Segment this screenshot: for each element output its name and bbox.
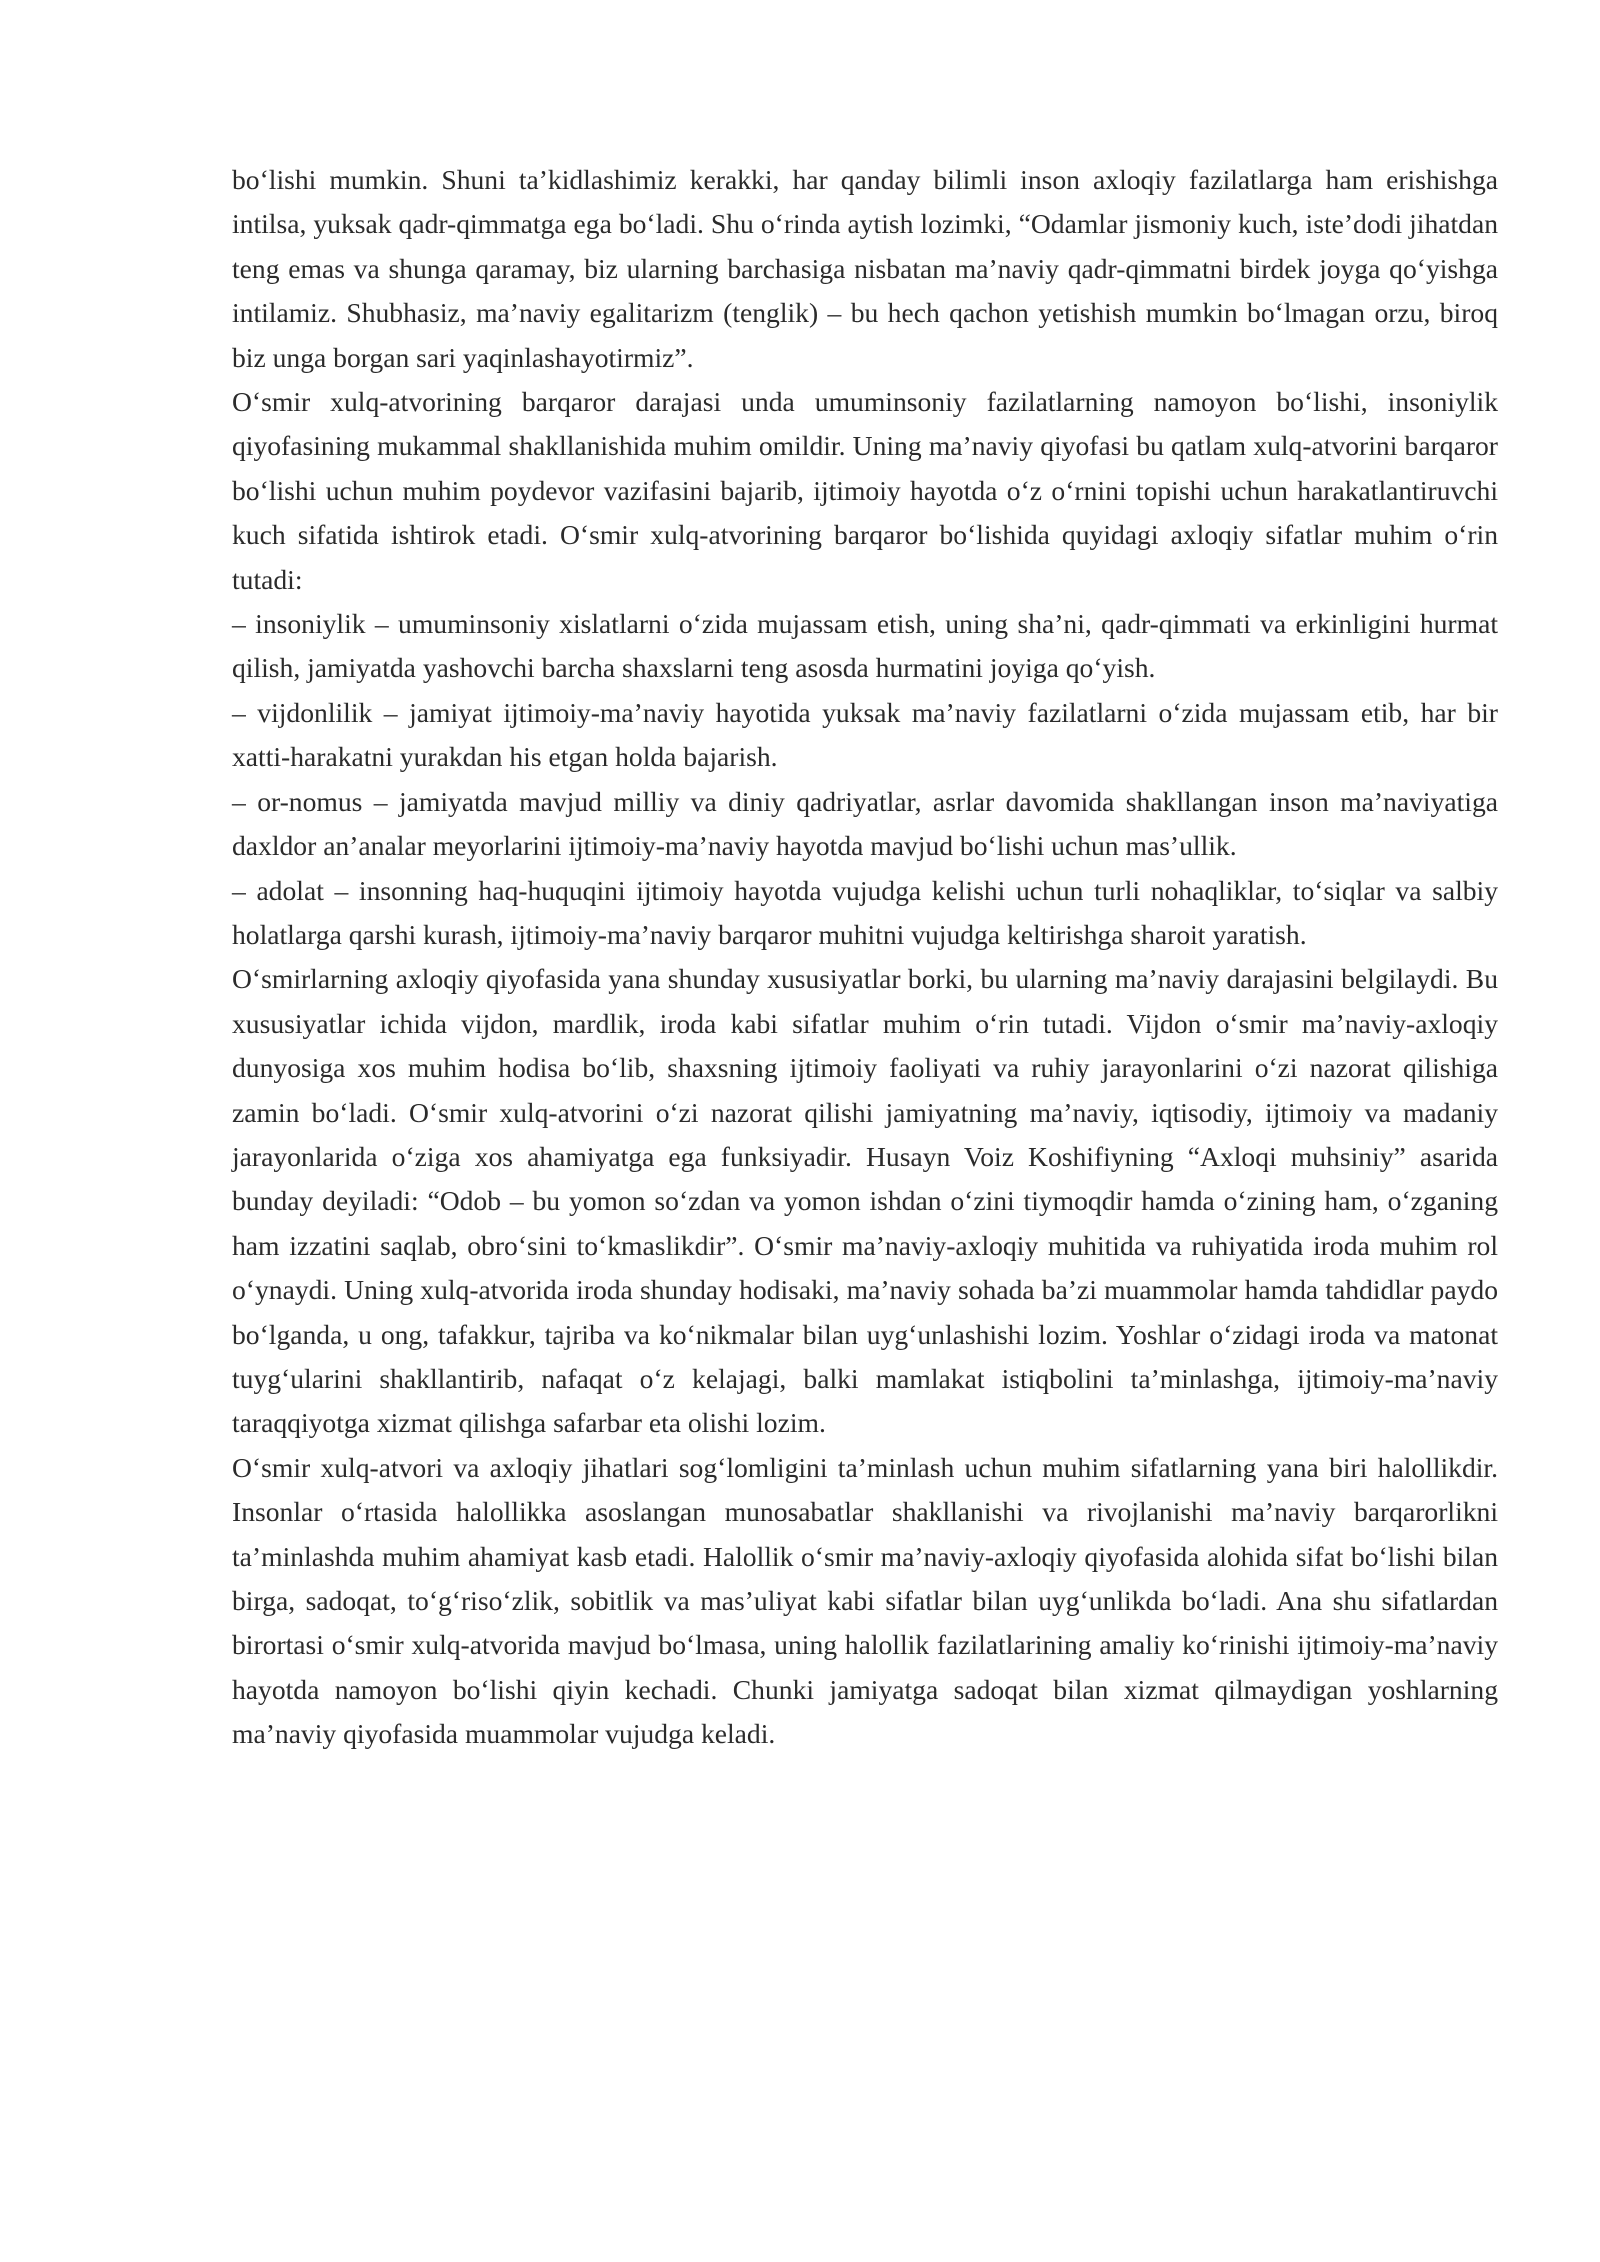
paragraph-moral-qualities: O‘smirlarning axloqiy qiyofasida yana shunday xususiyatlar borki, bu ularning ma’naviy darajasini belgilaydi. Bu xususiyatlar ichida vijdon, mardlik, iroda kabi sifatlar muhim o‘rin tutadi. Vijdon o‘smir ma’naviy-axloqiy dunyosiga xos muhim hodisa bo‘lib, shaxsning ijtimoiy faoliyati va ruhiy jarayonlarini o‘zi nazorat qilishiga zamin bo‘ladi. O‘smir xulq-atvorini o‘zi nazorat qilishi jamiyatning ma’naviy, iqtisodiy, ijtimoiy va madaniy jarayonlarida o‘ziga xos ahamiyatga ega funksiyadir. Husayn Voiz Koshifiyning “Axloqi muhsiniy” asarida bunday deyiladi: “Odob – bu yomon so‘zdan va yomon ishdan o‘zini tiymoqdir hamda o‘zining ham, o‘zganing ham izzatini saqlab, obro‘sini to‘kmaslikdir”. O‘smir ma’naviy-axloqiy muhitida va ruhiyatida iroda muhim rol o‘ynaydi. Uning xulq-atvorida iroda shunday hodisaki, ma’naviy sohada ba’zi muammolar hamda tahdidlar paydo bo‘lganda, u ong, tafakkur, tajriba va ko‘nikmalar bilan uyg‘unlashishi lozim. Yoshlar o‘zidagi iroda va matonat tuyg‘ularini shakllantirib, nafaqat o‘z kelajagi, balki mamlakat istiqbolini ta’minlashga, ijtimoiy-ma’naviy taraqqiyotga xizmat qilishga safarbar eta olishi lozim.	[232, 963, 1498, 1439]
document-body	[232, 158, 1498, 1757]
list-item-humanity: – insoniylik – umuminsoniy xislatlarni o‘zida mujassam etish, uning sha’ni, qadr-qimmati va erkinligini hurmat qilish, jamiyatda yashovchi barcha shaxslarni teng asosda hurmatini joyiga qo‘yish.	[232, 608, 1498, 684]
paragraph-intro-continuation: bo‘lishi mumkin. Shuni ta’kidlashimiz kerakki, har qanday bilimli inson axloqiy fazilatlarga ham erishishga intilsa, yuksak qadr-qimmatga ega bo‘ladi. Shu o‘rinda aytish lozimki, “Odamlar jismoniy kuch, iste’dodi jihatdan teng emas va shunga qaramay, biz ularning barchasiga nisbatan ma’naviy qadr-qimmatni birdek joyga qo‘yishga intilamiz. Shubhasiz, ma’naviy egalitarizm (tenglik) – bu hech qachon yetishish mumkin bo‘lmagan orzu, biroq biz unga borgan sari yaqinlashayotirmiz”.	[232, 164, 1498, 373]
list-item-justice: – adolat – insonning haq-huquqini ijtimoiy hayotda vujudga kelishi uchun turli nohaqliklar, to‘siqlar va salbiy holatlarga qarshi kurash, ijtimoiy-ma’naviy barqaror muhitni vujudga keltirishga sharoit yaratish.	[232, 874, 1498, 950]
list-item-conscientiousness: – vijdonlilik – jamiyat ijtimoiy-ma’naviy hayotida yuksak ma’naviy fazilatlarni o‘zida mujassam etib, har bir xatti-harakatni yurakdan his etgan holda bajarish.	[232, 696, 1498, 773]
paragraph-honesty: O‘smir xulq-atvori va axloqiy jihatlari sog‘lomligini ta’minlash uchun muhim sifatlarning yana biri halollikdir. Insonlar o‘rtasida halollikka asoslangan munosabatlar shakllanishi va rivojlanishi ma’naviy barqarorlikni ta’minlashda muhim ahamiyat kasb etadi. Halollik o‘smir ma’naviy-axloqiy qiyofasida alohida sifat bo‘lishi bilan birga, sadoqat, to‘g‘riso‘zlik, sobitlik va mas’uliyat kabi sifatlar bilan uyg‘unlikda bo‘ladi. Ana shu sifatlardan birortasi o‘smir xulq-atvorida mavjud bo‘lmasa, uning halollik fazilatlarining amaliy ko‘rinishi ijtimoiy-ma’naviy hayotda namoyon bo‘lishi qiyin kechadi. Chunki jamiyatga sadoqat bilan xizmat qilmaydigan yoshlarning ma’naviy qiyofasida muammolar vujudga keladi.	[232, 1451, 1498, 1750]
paragraph-behavior-stability: O‘smir xulq-atvorining barqaror darajasi unda umuminsoniy fazilatlarning namoyon bo‘lishi, insoniylik qiyofasining mukammal shakllanishida muhim omildir. Uning ma’naviy qiyofasi bu qatlam xulq-atvorini barqaror bo‘lishi uchun muhim poydevor vazifasini bajarib, ijtimoiy hayotda o‘z o‘rnini topishi uchun harakatlantiruvchi kuch sifatida ishtirok etadi. O‘smir xulq-atvorining barqaror bo‘lishida quyidagi axloqiy sifatlar muhim o‘rin tutadi:	[232, 386, 1498, 595]
list-item-honor: – or-nomus – jamiyatda mavjud milliy va diniy qadriyatlar, asrlar davomida shakllangan inson ma’naviyatiga daxldor an’analar meyorlarini ijtimoiy-ma’naviy hayotda mavjud bo‘lishi uchun mas’ullik.	[232, 785, 1498, 862]
